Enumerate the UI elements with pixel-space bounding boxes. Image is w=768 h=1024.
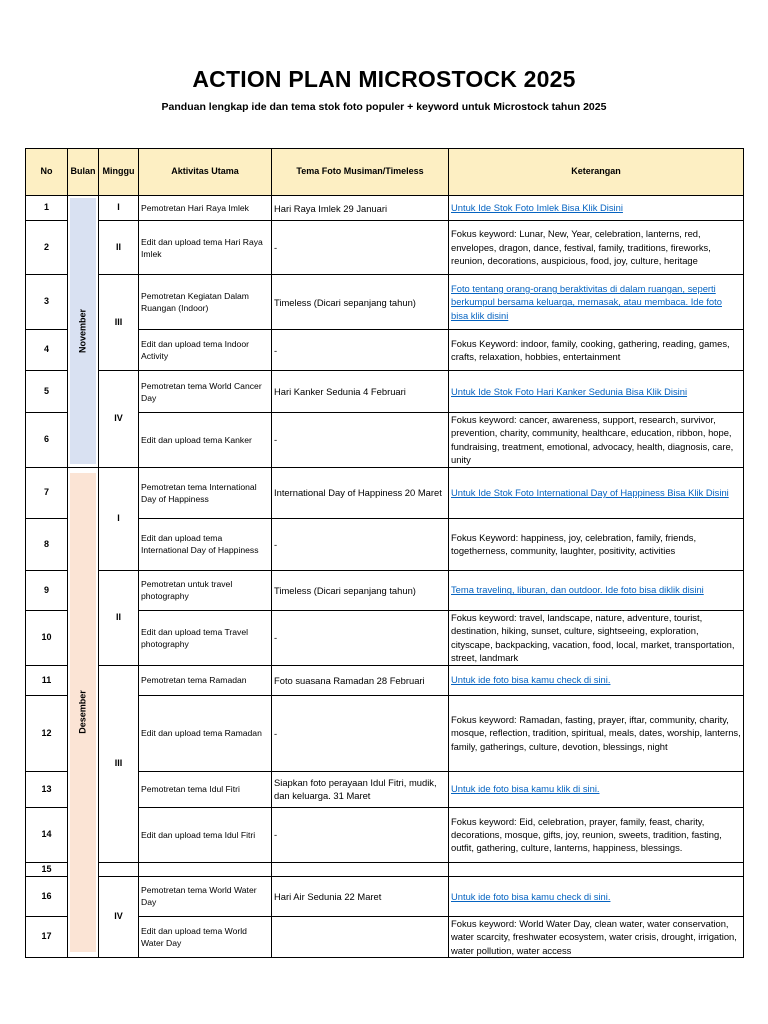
aktivitas-cell: Pemotretan tema International Day of Happiness xyxy=(139,467,272,518)
aktivitas-cell: Pemotretan tema World Water Day xyxy=(139,876,272,916)
tema-cell: International Day of Happiness 20 Maret xyxy=(272,467,449,518)
table-row xyxy=(26,665,744,695)
aktivitas-cell xyxy=(139,862,272,876)
idea-link[interactable]: Untuk Ide Stok Foto Hari Kanker Sedunia Bisa Klik Disini xyxy=(451,385,688,397)
keyword-cell: Fokus keyword: Lunar, New, Year, celebration, lanterns, red, envelopes, dragon, dance, festival, family, traditions, fireworks, reunion, decorations, auspicious, food, joy, culture, heritage xyxy=(449,221,744,275)
row-number: 5 xyxy=(26,371,68,413)
table-header-row xyxy=(26,149,744,196)
row-number: 17 xyxy=(26,916,68,957)
table-row xyxy=(26,570,744,610)
week-cell-empty xyxy=(99,862,139,876)
row-number: 7 xyxy=(26,467,68,518)
keyword-cell: Fokus Keyword: indoor, family, cooking, gathering, reading, games, crafts, relaxation, hobbies, entertainment xyxy=(449,330,744,371)
idea-link[interactable]: Untuk Ide Stok Foto Imlek Bisa Klik Disini xyxy=(451,202,623,214)
tema-cell: - xyxy=(272,807,449,862)
idea-link[interactable]: Untuk ide foto bisa kamu klik di sini. xyxy=(451,783,600,795)
idea-link[interactable]: Tema traveling, liburan, dan outdoor. Ide foto bisa diklik disini xyxy=(451,584,704,596)
aktivitas-cell: Pemotretan tema World Cancer Day xyxy=(139,371,272,413)
week-cell: I xyxy=(99,467,139,570)
month-label: November xyxy=(77,309,88,354)
keyword-cell: Fokus keyword: travel, landscape, nature, adventure, tourist, destination, hiking, sunset, culture, sightseeing, exploration, cityscape, backpacking, vacation, food, local, market, transportation, street, landmark xyxy=(449,610,744,665)
tema-cell: Timeless (Dicari sepanjang tahun) xyxy=(272,275,449,330)
aktivitas-cell: Edit dan upload tema Hari Raya Imlek xyxy=(139,221,272,275)
idea-link[interactable]: Untuk ide foto bisa kamu check di sini. xyxy=(451,890,611,902)
page-subtitle: Panduan lengkap ide dan tema stok foto populer + keyword untuk Microstock tahun 2025 xyxy=(161,101,607,113)
week-cell: III xyxy=(99,665,139,862)
row-number: 10 xyxy=(26,610,68,665)
tema-cell: Siapkan foto perayaan Idul Fitri, mudik, dan keluarga. 31 Maret xyxy=(272,771,449,807)
table-row xyxy=(26,196,744,221)
col-header-bulan: Bulan xyxy=(68,149,99,196)
aktivitas-cell: Pemotretan untuk travel photography xyxy=(139,570,272,610)
row-number: 14 xyxy=(26,807,68,862)
table-row xyxy=(26,371,744,413)
table-row xyxy=(26,467,744,518)
keyword-cell: Fokus keyword: Eid, celebration, prayer, family, feast, charity, decorations, mosque, gifts, joy, reunion, sweets, tradition, fasting, outfit, gathering, culture, lanterns, happiness, blessings. xyxy=(449,807,744,862)
aktivitas-cell: Pemotretan tema Idul Fitri xyxy=(139,771,272,807)
keyword-cell: Fokus keyword: World Water Day, clean water, water conservation, water scarcity, freshwater ecosystem, water crisis, drought, irrigation, water pollution, water access xyxy=(449,916,744,957)
action-plan-table xyxy=(25,148,744,958)
table-row xyxy=(26,862,744,876)
tema-cell: Hari Kanker Sedunia 4 Februari xyxy=(272,371,449,413)
month-cell-desember xyxy=(68,467,99,957)
aktivitas-cell: Edit dan upload tema Indoor Activity xyxy=(139,330,272,371)
table-row xyxy=(26,876,744,916)
keyword-cell: Fokus keyword: cancer, awareness, support, research, survivor, prevention, charity, community, healthcare, education, ribbon, hope, fundraising, treatment, emotional, advocacy, health, diagnosis, care, unity xyxy=(449,413,744,468)
tema-cell: Hari Raya Imlek 29 Januari xyxy=(272,196,449,221)
week-cell: I xyxy=(99,196,139,221)
row-number: 13 xyxy=(26,771,68,807)
row-number: 8 xyxy=(26,518,68,570)
row-number: 11 xyxy=(26,665,68,695)
col-header-minggu: Minggu xyxy=(99,149,139,196)
aktivitas-cell: Edit dan upload tema Idul Fitri xyxy=(139,807,272,862)
col-header-no: No xyxy=(26,149,68,196)
page-title: ACTION PLAN MICROSTOCK 2025 xyxy=(192,66,576,92)
row-number: 12 xyxy=(26,695,68,771)
row-number: 16 xyxy=(26,876,68,916)
week-cell: IV xyxy=(99,876,139,957)
tema-cell xyxy=(272,862,449,876)
col-header-tema: Tema Foto Musiman/Timeless xyxy=(272,149,449,196)
col-header-keterangan: Keterangan xyxy=(449,149,744,196)
tema-cell: Timeless (Dicari sepanjang tahun) xyxy=(272,570,449,610)
aktivitas-cell: Edit dan upload tema Ramadan xyxy=(139,695,272,771)
month-cell-november xyxy=(68,196,99,468)
row-number: 4 xyxy=(26,330,68,371)
tema-cell: Foto suasana Ramadan 28 Februari xyxy=(272,665,449,695)
row-number: 6 xyxy=(26,413,68,468)
row-number: 15 xyxy=(26,862,68,876)
idea-link[interactable]: Untuk ide foto bisa kamu check di sini. xyxy=(451,674,611,686)
aktivitas-cell: Edit dan upload tema Kanker xyxy=(139,413,272,468)
aktivitas-cell: Edit dan upload tema World Water Day xyxy=(139,916,272,957)
aktivitas-cell: Pemotretan Kegiatan Dalam Ruangan (Indoor) xyxy=(139,275,272,330)
week-cell: IV xyxy=(99,371,139,468)
week-cell: II xyxy=(99,221,139,275)
tema-cell: - xyxy=(272,610,449,665)
tema-cell: - xyxy=(272,695,449,771)
week-cell: III xyxy=(99,275,139,371)
keyword-cell: Fokus keyword: Ramadan, fasting, prayer, iftar, community, charity, mosque, reflection, tradition, spiritual, meals, dates, worship, lanterns, family, gatherings, culture, devotion, blessings, night xyxy=(449,695,744,771)
row-number: 1 xyxy=(26,196,68,221)
col-header-aktivitas: Aktivitas Utama xyxy=(139,149,272,196)
keyword-cell: Fokus Keyword: happiness, joy, celebration, family, friends, togetherness, community, laughter, positivity, activities xyxy=(449,518,744,570)
row-number: 3 xyxy=(26,275,68,330)
keyword-cell xyxy=(449,862,744,876)
aktivitas-cell: Pemotretan Hari Raya Imlek xyxy=(139,196,272,221)
tema-cell: - xyxy=(272,221,449,275)
table-row xyxy=(26,275,744,330)
tema-cell: - xyxy=(272,413,449,468)
tema-cell xyxy=(272,916,449,957)
week-cell: II xyxy=(99,570,139,665)
row-number: 9 xyxy=(26,570,68,610)
table-row xyxy=(26,221,744,275)
idea-link[interactable]: Foto tentang orang-orang beraktivitas di dalam ruangan, seperti berkumpul bersama keluarga, memasak, atau membaca. Ide foto bisa klik disini xyxy=(451,282,722,321)
tema-cell: - xyxy=(272,518,449,570)
aktivitas-cell: Edit dan upload tema International Day of Happiness xyxy=(139,518,272,570)
row-number: 2 xyxy=(26,221,68,275)
idea-link[interactable]: Untuk Ide Stok Foto International Day of Happiness Bisa Klik Disini xyxy=(451,486,729,498)
aktivitas-cell: Pemotretan tema Ramadan xyxy=(139,665,272,695)
tema-cell: - xyxy=(272,330,449,371)
tema-cell: Hari Air Sedunia 22 Maret xyxy=(272,876,449,916)
aktivitas-cell: Edit dan upload tema Travel photography xyxy=(139,610,272,665)
month-label: Desember xyxy=(77,690,88,735)
